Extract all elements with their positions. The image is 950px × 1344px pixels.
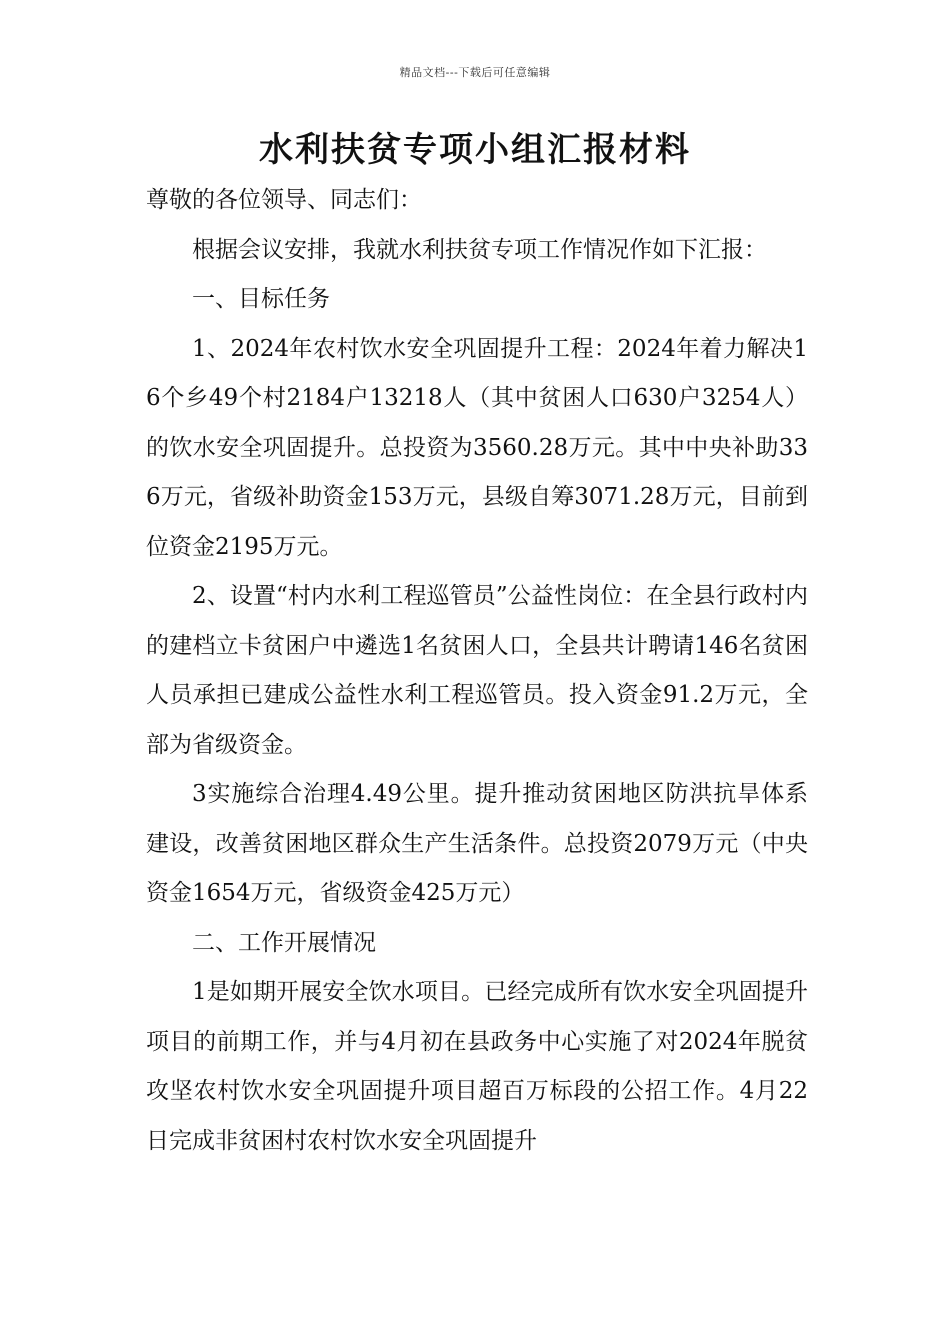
goal-item-3: 3实施综合治理4.49公里。提升推动贫困地区防洪抗旱体系建设，改善贫困地区群众生产生活条件。总投资2079万元（中央资金1654万元，省级资金425万元） (146, 781, 808, 906)
document-title: 水利扶贫专项小组汇报材料 (259, 130, 691, 170)
section-heading-goals: 一、目标任务 (192, 286, 330, 312)
header-note: 精品文档---下载后可任意编辑 (399, 66, 551, 79)
intro-paragraph: 根据会议安排，我就水利扶贫专项工作情况作如下汇报： (192, 236, 767, 263)
section-heading-progress: 二、工作开展情况 (192, 929, 376, 956)
progress-item-1: 1是如期开展安全饮水项目。已经完成所有饮水安全巩固提升项目的前期工作，并与4月初在县政务中心实施了对2024年脱贫攻坚农村饮水安全巩固提升项目超百万标段的公招工作。4月22日完成非贫困村农村饮水安全巩固提升 (146, 979, 808, 1154)
goal-item-1: 1、2024年农村饮水安全巩固提升工程：2024年着力解决16个乡49个村2184户13218人（其中贫困人口630户3254人）的饮水安全巩固提升。总投资为3560.28万元。其中中央补助336万元，省级补助资金153万元，县级自筹3071.28万元，目前到位资金2195万元。 (146, 335, 808, 560)
goal-item-2: 2、设置“村内水利工程巡管员”公益性岗位：在全县行政村内的建档立卡贫困户中遴选1名贫困人口，全县共计聘请146名贫困人员承担已建成公益性水利工程巡管员。投入资金91.2万元，全部为省级资金。 (146, 583, 808, 758)
salutation-paragraph: 尊敬的各位领导、同志们： (146, 187, 422, 213)
document-body (146, 176, 808, 1166)
